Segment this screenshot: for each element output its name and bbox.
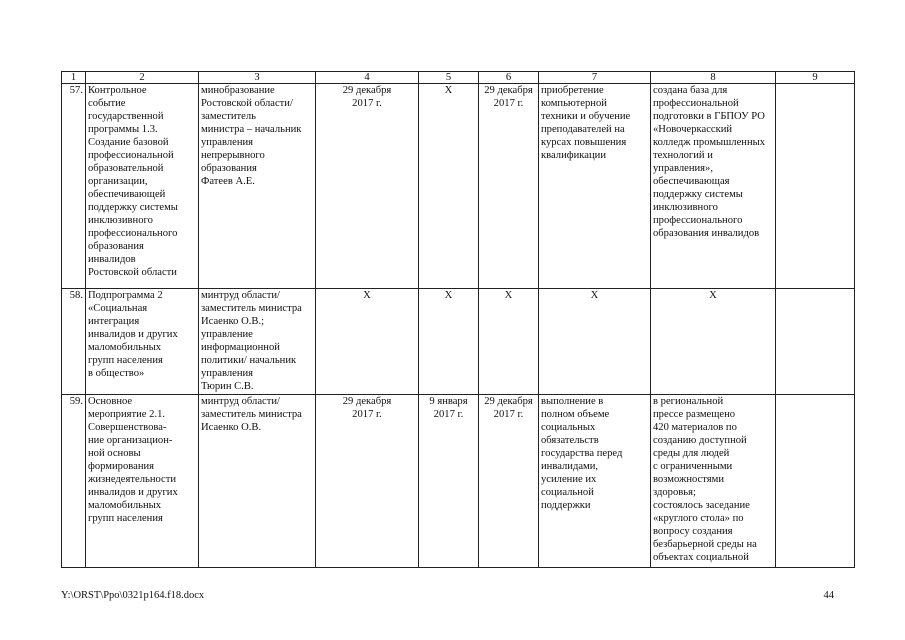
actual-start-date: 9 января 2017 г. [419, 395, 479, 568]
page-number: 44 [823, 590, 834, 601]
responsible-executor: минтруд области/ заместитель министра Исаенко О.В. [199, 395, 316, 568]
column-number: 2 [86, 72, 199, 84]
planned-result: приобретение компьютерной техники и обучение преподавателей на курсах повышения квалификации [539, 84, 651, 289]
column-number: 5 [419, 72, 479, 84]
deviation-reason [776, 395, 855, 568]
measure-name: Контрольное событие государственной программы 1.3. Создание базовой профессиональной образовательной организации, обеспечивающей поддержку системы инклюзивного профессионального образования инвалидов Ростовской области [86, 84, 199, 289]
file-path: Y:\ORST\Ppo\0321p164.f18.docx [61, 590, 205, 601]
actual-result: создана база для профессиональной подготовки в ГБПОУ РО «Новочеркасский колледж промышленных технологий и управления», обеспечивающая поддержку системы инклюзивного профессионального образования инвалидов [651, 84, 776, 289]
responsible-executor: минобразование Ростовской области/ заместитель министра – начальник управления непрерывного образования Фатеев А.Е. [199, 84, 316, 289]
column-number: 9 [776, 72, 855, 84]
table-row [62, 84, 855, 289]
actual-result: в региональной прессе размещено 420 материалов по созданию доступной среды для людей с ограниченными возможностями здоровья; состоялось заседание «круглого стола» по вопросу создания безбарьерной среды на объектах социальной [651, 395, 776, 568]
report-table [61, 71, 855, 568]
column-number: 8 [651, 72, 776, 84]
planned-result: X [539, 289, 651, 395]
measure-name: Подпрограмма 2 «Социальная интеграция инвалидов и других маломобильных групп населения в общество» [86, 289, 199, 395]
column-number: 6 [479, 72, 539, 84]
column-number: 1 [62, 72, 86, 84]
row-number: 59. [62, 395, 86, 568]
table-row [62, 395, 855, 568]
planned-result: выполнение в полном объеме социальных обязательств государства перед инвалидами, усиление их социальной поддержки [539, 395, 651, 568]
column-number: 3 [199, 72, 316, 84]
planned-start-date: 29 декабря 2017 г. [316, 84, 419, 289]
end-date: 29 декабря 2017 г. [479, 84, 539, 289]
actual-result: X [651, 289, 776, 395]
row-number: 57. [62, 84, 86, 289]
column-number-row [62, 72, 855, 84]
end-date: 29 декабря 2017 г. [479, 395, 539, 568]
planned-start-date: 29 декабря 2017 г. [316, 395, 419, 568]
responsible-executor: минтруд области/ заместитель министра Исаенко О.В.; управление информационной политики/ начальник управления Тюрин С.В. [199, 289, 316, 395]
row-number: 58. [62, 289, 86, 395]
column-number: 4 [316, 72, 419, 84]
end-date: X [479, 289, 539, 395]
actual-start-date: X [419, 84, 479, 289]
actual-start-date: X [419, 289, 479, 395]
deviation-reason [776, 84, 855, 289]
deviation-reason [776, 289, 855, 395]
planned-start-date: X [316, 289, 419, 395]
measure-name: Основное мероприятие 2.1. Совершенствова- ние организацион- ной основы формирования жизнедеятельности инвалидов и других маломобильных групп населения [86, 395, 199, 568]
column-number: 7 [539, 72, 651, 84]
table-row [62, 289, 855, 395]
